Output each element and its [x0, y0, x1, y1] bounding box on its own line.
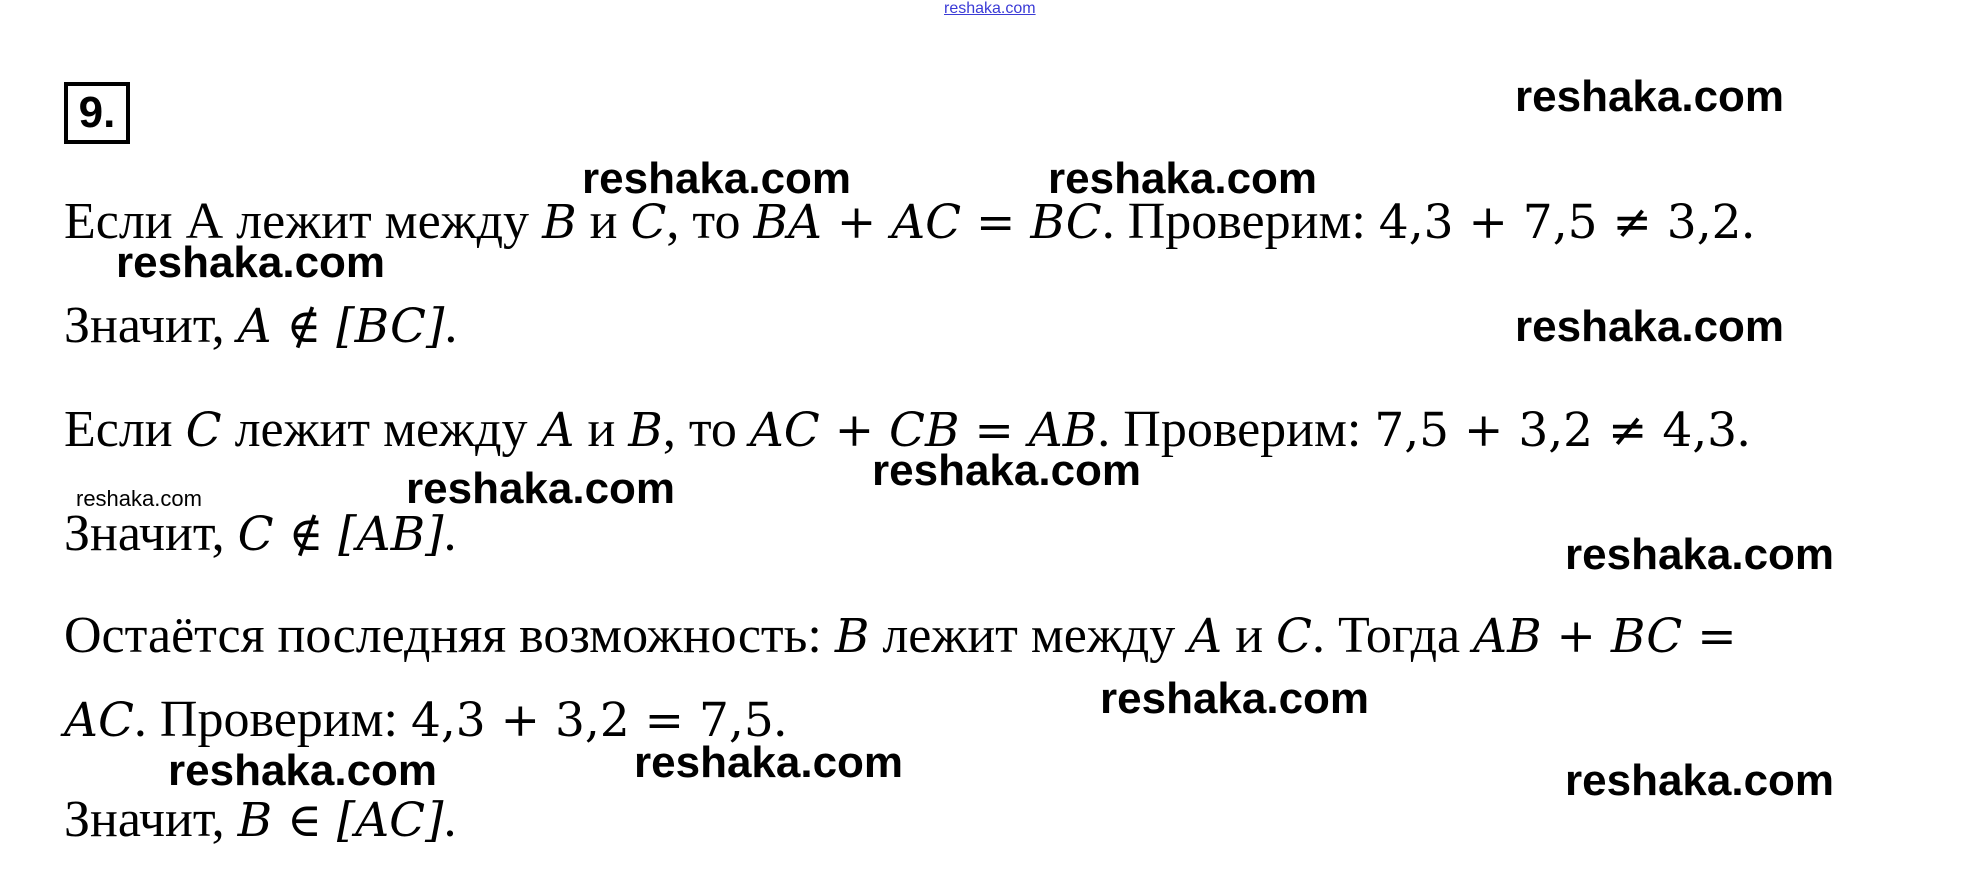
text: .: [1741, 193, 1755, 250]
text: Если А лежит между: [64, 193, 543, 250]
watermark-text: reshaka.com: [1565, 756, 1835, 805]
text: . Тогда: [1312, 607, 1474, 664]
equation: BA + AC = BC: [753, 195, 1102, 250]
text: Значит,: [64, 505, 238, 562]
text: .: [443, 505, 457, 562]
text: .: [1737, 401, 1751, 458]
watermark-text: reshaka.com: [1565, 530, 1835, 579]
watermark-text: reshaka.com: [406, 464, 676, 513]
math: B: [628, 403, 663, 458]
math: C: [185, 403, 222, 458]
watermark-text: reshaka.com: [76, 486, 202, 511]
numeric-check: 7,5 + 3,2 ≠ 4,3: [1374, 403, 1738, 458]
watermark-text: reshaka.com: [1100, 674, 1370, 723]
paragraph-3-line-3: [64, 790, 456, 851]
text: . Проверим:: [133, 691, 411, 748]
text: . Проверим:: [1101, 193, 1379, 250]
numeric-check: 4,3 + 3,2 = 7,5: [410, 693, 774, 748]
text: , то: [662, 401, 750, 458]
watermark-text: reshaka.com: [168, 746, 438, 795]
math: C: [630, 195, 667, 250]
conclusion-math: B ∈ [AC]: [237, 793, 444, 848]
conclusion-math: C ∉ [AB]: [237, 507, 444, 562]
text: .: [443, 791, 457, 848]
paragraph-2-line-2: [64, 504, 456, 565]
numeric-check: 4,3 + 7,5 ≠ 3,2: [1378, 195, 1742, 250]
text: Остаётся последняя возможность:: [64, 607, 835, 664]
math: A: [1188, 609, 1223, 664]
text: и: [576, 193, 631, 250]
text: лежит между: [869, 607, 1189, 664]
watermark-text: reshaka.com: [634, 738, 904, 787]
text: Если: [64, 401, 186, 458]
math: B: [542, 195, 577, 250]
paragraph-3-line-1: [64, 606, 1737, 667]
watermark-text: reshaka.com: [872, 446, 1142, 495]
watermark-text: reshaka.com: [1048, 154, 1318, 203]
text: , то: [666, 193, 754, 250]
text: .: [444, 297, 458, 354]
text: Значит,: [64, 791, 238, 848]
math: A: [540, 403, 575, 458]
problem-number-box: 9.: [64, 82, 130, 144]
text: . Проверим:: [1097, 401, 1375, 458]
math: AC: [64, 693, 134, 748]
text: Значит,: [64, 297, 238, 354]
text: и: [1222, 607, 1277, 664]
math: B: [834, 609, 870, 664]
conclusion-math: A ∉ [BC]: [237, 299, 445, 354]
text: лежит между: [221, 401, 541, 458]
equation: AC + CB = AB: [749, 403, 1098, 458]
watermark-text: reshaka.com: [1515, 302, 1785, 351]
text: и: [574, 401, 629, 458]
text: .: [773, 691, 787, 748]
math: C: [1276, 609, 1312, 664]
watermark-text: reshaka.com: [1515, 72, 1785, 121]
watermark-text: reshaka.com: [582, 154, 852, 203]
paragraph-1-line-2: [64, 296, 457, 357]
top-watermark-link[interactable]: reshaka.com: [944, 0, 1036, 17]
watermark-text: reshaka.com: [116, 238, 386, 287]
equation: AB + BC =: [1473, 609, 1737, 664]
